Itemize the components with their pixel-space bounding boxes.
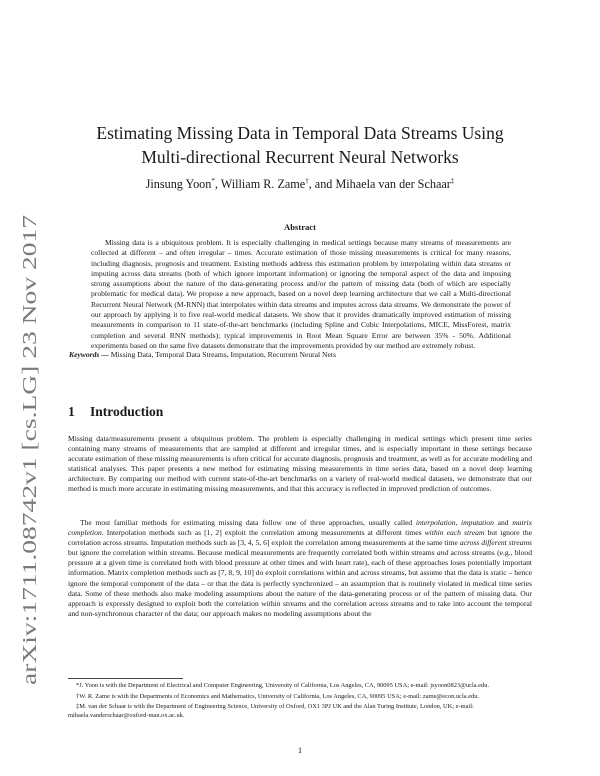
- section-title: Introduction: [90, 404, 164, 419]
- keywords-line: [69, 350, 549, 360]
- text-segment-italic: within each stream: [424, 528, 485, 538]
- section-number: 1: [68, 404, 75, 419]
- abstract-text: Missing data is a ubiquitous problem. It is especially challenging in medical settings because many streams of measurements are collected at different – and often irregular – times. Accurate estimation of those missing measurements is critical for many reasons, including diagnosis, prognosis and treatment. Existing methods address this estimation problem by interpolating within data streams or imputing across data streams (both of which ignore important information) or ignoring the temporal aspect of the data and imposing strong assumptions about the nature of the data-generating process and/or the pattern of missing data (both of which are especially problematic for medical data). We propose a new approach, based on a novel deep learning architecture that we call a Multi-directional Recurrent Neural Network (M-RNN) that interpolates within data streams and imputes across data streams. We demonstrate the power of our approach by applying it to five real-world medical datasets. We show that it provides dramatically improved estimation of missing measurements in comparison to 11 state-of-the-art benchmarks (including Spline and Cubic Interpolations, MICE, MissForest, matrix completion and several RNN methods); typical improvements in Root Mean Square Error are between 35% - 50%. Additional experiments based on the same five datasets demonstrate that the improvements provided by our method are extremely robust.: [91, 238, 511, 350]
- author-mark: †: [305, 177, 309, 185]
- text-segment: The most familiar methods for estimating missing data follow one of three approaches, usually called: [80, 518, 416, 527]
- abstract-heading: Abstract: [284, 222, 316, 232]
- keywords-text: Missing Data, Temporal Data Streams, Imputation, Recurrent Neural Nets: [110, 350, 336, 359]
- footnote: ‡M. van der Schaar is with the Department of Engineering Science, University of Oxford, OX1 3PJ UK and the Alan Turing Institute, London, UK; e-mail: mihaela.vanderschaar@oxford-man.ox.ac.uk.: [68, 703, 474, 719]
- text-segment: and: [493, 518, 513, 527]
- footnote: †W. R. Zame is with the Departments of Economics and Mathematics, University of California, Los Angeles, CA, 90095 USA; e-mail: zame@econ.ucla.edu.: [76, 692, 480, 700]
- author-separator: , and: [308, 177, 336, 192]
- paper-title: [60, 121, 540, 169]
- section-heading: [68, 404, 163, 420]
- text-segment-italic: interpolation: [415, 518, 456, 527]
- arxiv-identifier-sidebar: [2, 215, 48, 685]
- text-segment: but ignore the correlation across streams. Imputation methods such as [3, 4, 5, 6] exploit the correlation among measurements at the same time: [68, 528, 532, 548]
- author-name: Mihaela van der Schaar: [335, 177, 451, 192]
- paper-title-line-1: Estimating Missing Data in Temporal Data Streams Using: [96, 123, 504, 143]
- footnotes: [68, 682, 532, 720]
- intro-paragraph-2: [68, 518, 532, 619]
- arxiv-identifier-text: arXiv:1711.08742v1 [cs.LG] 23 Nov 2017: [19, 343, 41, 685]
- footnote: *J. Yoon is with the Department of Electrical and Computer Engineering, University of California, Los Angeles, CA, 90095 USA; e-mail: jsyoon0823@ucla.edu.: [76, 682, 490, 689]
- arxiv-identifier-svg: [2, 215, 48, 685]
- keywords-label: Keywords —: [69, 350, 109, 359]
- text-segment: ,: [455, 518, 462, 527]
- text-segment-italic: and: [436, 548, 449, 558]
- author-mark: ‡: [450, 177, 455, 185]
- intro-paragraph-1: Missing data/measurements present a ubiquitous problem. The problem is especially challenging in medical settings which present time series containing many streams of measurements that are sampled at different and irregular times, and is especially important in these settings because accurate estimation of these missing measurements is often critical for accurate diagnosis, prognosis and treatment, as well as for accurate modeling and statistical analyses. This paper presents a new method for estimating missing measurements in time series data, based on a novel deep learning architecture. By comparing our method with current state-of-the-art benchmarks on a variety of real-world medical datasets, we demonstrate that our method is much more accurate in estimating missing measurements, and that this accuracy is reflected in improved prediction of outcomes.: [68, 434, 532, 494]
- text-segment: across streams (e.g., blood pressure at a given time is correlated both with blood pressure at other times and with heart rate), each of these approaches loses potentially important information. Matrix completion methods such as [7, 8, 9, 10] do exploit correlations within and across streams, but assume that the data is static – hence ignore the temporal component of the data – or that the data is perfectly synchronized – an assumption that is routinely violated in medical time series data. Some of these methods also make modeling assumptions about the nature of the data-generating process or of the pattern of missing data. Our approach is expressly designed to exploit both the correlation within streams and the correlation across streams and to take into account the temporal and non-synchronous character of the data; our approach makes no modeling assumptions about the: [68, 548, 532, 618]
- author-name: Jinsung Yoon: [145, 177, 212, 192]
- author-list: [60, 173, 540, 192]
- page-number: 1: [297, 745, 303, 755]
- paper-title-line-2: Multi-directional Recurrent Neural Networks: [141, 147, 459, 167]
- author-name: William R. Zame: [220, 177, 306, 192]
- text-segment-italic: across different streams: [459, 538, 533, 548]
- text-segment-italic: imputation: [461, 518, 494, 527]
- author-separator: ,: [214, 177, 221, 192]
- text-segment-italic: matrix completion: [68, 518, 533, 538]
- author-mark: *: [211, 177, 215, 185]
- footnote-divider: [68, 678, 183, 679]
- text-segment: . Interpolation methods such as [1, 2] exploit the correlation among measurements at different times: [101, 528, 425, 538]
- text-segment: but ignore the correlation within streams. Because medical measurements are frequently correlated both within streams: [68, 548, 437, 558]
